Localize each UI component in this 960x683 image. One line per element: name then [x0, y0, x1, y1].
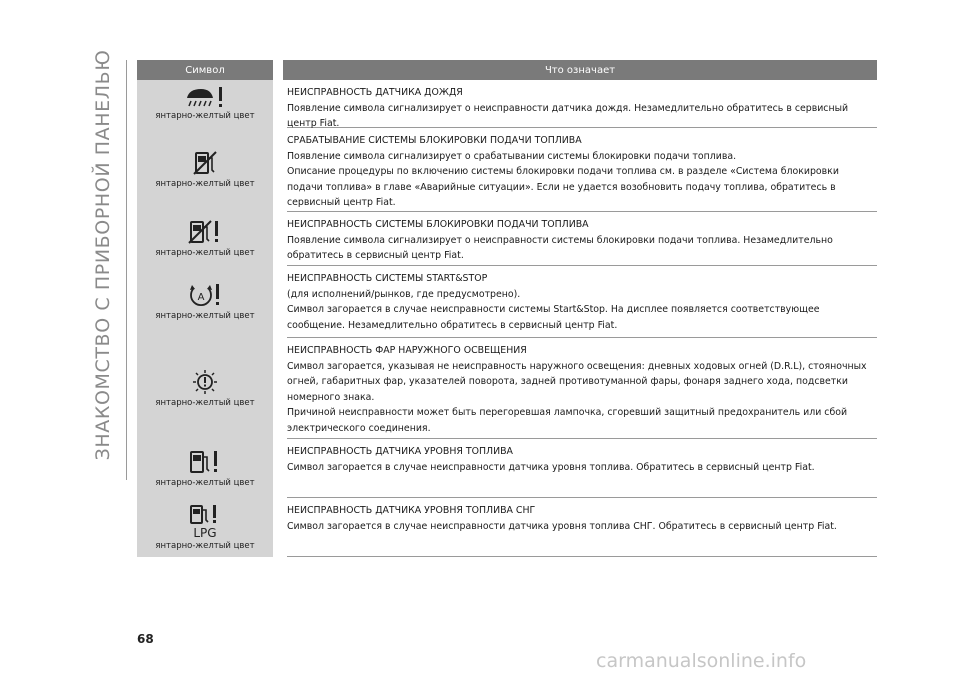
description-cell: [287, 128, 877, 212]
row-title: НЕИСПРАВНОСТЬ ДАТЧИКА ДОЖДЯ: [287, 87, 463, 98]
row-text: Символ загорается в случае неисправности датчика уровня топлива. Обратитесь в сервисный центр Fiat.: [287, 461, 815, 473]
row-text: Появление символа сигнализирует о неисправности датчика дождя. Незамедлительно обратитесь в сервисный центр Fiat.: [287, 102, 849, 129]
header-meaning: Что означает: [283, 60, 877, 80]
lpg-icon-label: LPG: [193, 525, 217, 540]
row-title: НЕИСПРАВНОСТЬ ФАР НАРУЖНОГО ОСВЕЩЕНИЯ: [287, 345, 527, 356]
description-cell: [287, 212, 877, 266]
symbol-color-label: янтарно-желтый цвет: [155, 248, 255, 258]
table-row: [137, 266, 877, 338]
rain-sensor-failure-icon: [183, 86, 227, 108]
row-title: НЕИСПРАВНОСТЬ СИСТЕМЫ START&STOP: [287, 273, 488, 284]
row-title: НЕИСПРАВНОСТЬ ДАТЧИКА УРОВНЯ ТОПЛИВА: [287, 446, 513, 457]
row-text: Описание процедуры по включению системы блокировки подачи топлива см. в разделе «Система блокировки подачи топлива» в главе «Аварийные ситуации». Если не удается возобновить подачу топлива, обратитесь в сервисный центр Fiat.: [287, 166, 839, 208]
symbol-cell: [137, 212, 273, 266]
row-text: Появление символа сигнализирует о срабатывании системы блокировки подачи топлива.: [287, 150, 737, 162]
symbol-color-label: янтарно-желтый цвет: [155, 179, 255, 189]
row-title: НЕИСПРАВНОСТЬ ДАТЧИКА УРОВНЯ ТОПЛИВА СНГ: [287, 505, 536, 516]
symbol-color-label: янтарно-желтый цвет: [155, 397, 255, 408]
symbol-cell: [137, 266, 273, 338]
table-row: [137, 338, 877, 439]
fuel-cutoff-failure-icon: [188, 219, 222, 245]
fuel-level-sensor-failure-icon: [188, 449, 222, 475]
row-title: СРАБАТЫВАНИЕ СИСТЕМЫ БЛОКИРОВКИ ПОДАЧИ ТОПЛИВА: [287, 135, 582, 146]
watermark: carmanualsonline.info: [596, 650, 807, 672]
table-row: [137, 80, 877, 128]
svg-text:A: A: [197, 292, 205, 303]
symbol-cell: [137, 439, 273, 498]
row-text: (для исполнений/рынков, где предусмотрено).: [287, 288, 521, 300]
table-row: [137, 128, 877, 212]
lpg-level-sensor-failure-icon: [188, 504, 222, 526]
symbol-color-label: янтарно-желтый цвет: [155, 111, 255, 121]
symbol-color-label: янтарно-желтый цвет: [155, 477, 255, 488]
row-text: Появление символа сигнализирует о неисправности системы блокировки подачи топлива. Незамедлительно обратитесь в сервисный центр Fiat.: [287, 234, 833, 261]
symbol-cell: [137, 498, 273, 557]
table-row: [137, 498, 877, 557]
description-cell: [287, 266, 877, 338]
exterior-lights-failure-icon: [190, 369, 220, 395]
header-symbol: Символ: [137, 60, 273, 80]
description-cell: [287, 498, 877, 557]
symbol-color-label: янтарно-желтый цвет: [155, 311, 255, 321]
fuel-cutoff-icon: [193, 150, 217, 176]
symbol-color-label: янтарно-желтый цвет: [155, 540, 255, 551]
table-header: [137, 60, 877, 80]
symbol-cell: [137, 338, 273, 439]
description-cell: [287, 80, 877, 128]
row-title: НЕИСПРАВНОСТЬ СИСТЕМЫ БЛОКИРОВКИ ПОДАЧИ ТОПЛИВА: [287, 219, 589, 230]
row-text: Причиной неисправности может быть перегоревшая лампочка, сгоревший защитный предохранитель или сбой электрического соединения.: [287, 407, 848, 434]
table-row: [137, 439, 877, 498]
warning-lights-table: [137, 60, 877, 557]
row-text: Символ загорается в случае неисправности датчика уровня топлива СНГ. Обратитесь в сервисный центр Fiat.: [287, 520, 837, 532]
symbol-cell: [137, 80, 273, 128]
row-text: Символ загорается в случае неисправности системы Start&Stop. На дисплее появляется соответствующее сообщение. Незамедлительно обратитесь в сервисный центр Fiat.: [287, 304, 820, 331]
chapter-divider: [126, 60, 127, 480]
description-cell: [287, 439, 877, 498]
start-stop-failure-icon: [188, 282, 222, 308]
page-number: 68: [137, 632, 154, 646]
row-text: Символ загорается, указывая не неисправность наружного освещения: дневных ходовых огней (D.R.L), стояночных огней, габаритных фар, указателей поворота, задней противотуманной фары, фонаря заднего хода, подсветки номерного знака.: [287, 360, 867, 403]
chapter-title: ЗНАКОМСТВО С ПРИБОРНОЙ ПАНЕЛЬЮ: [92, 49, 114, 461]
description-cell: [287, 338, 877, 439]
symbol-cell: [137, 128, 273, 212]
table-row: [137, 212, 877, 266]
